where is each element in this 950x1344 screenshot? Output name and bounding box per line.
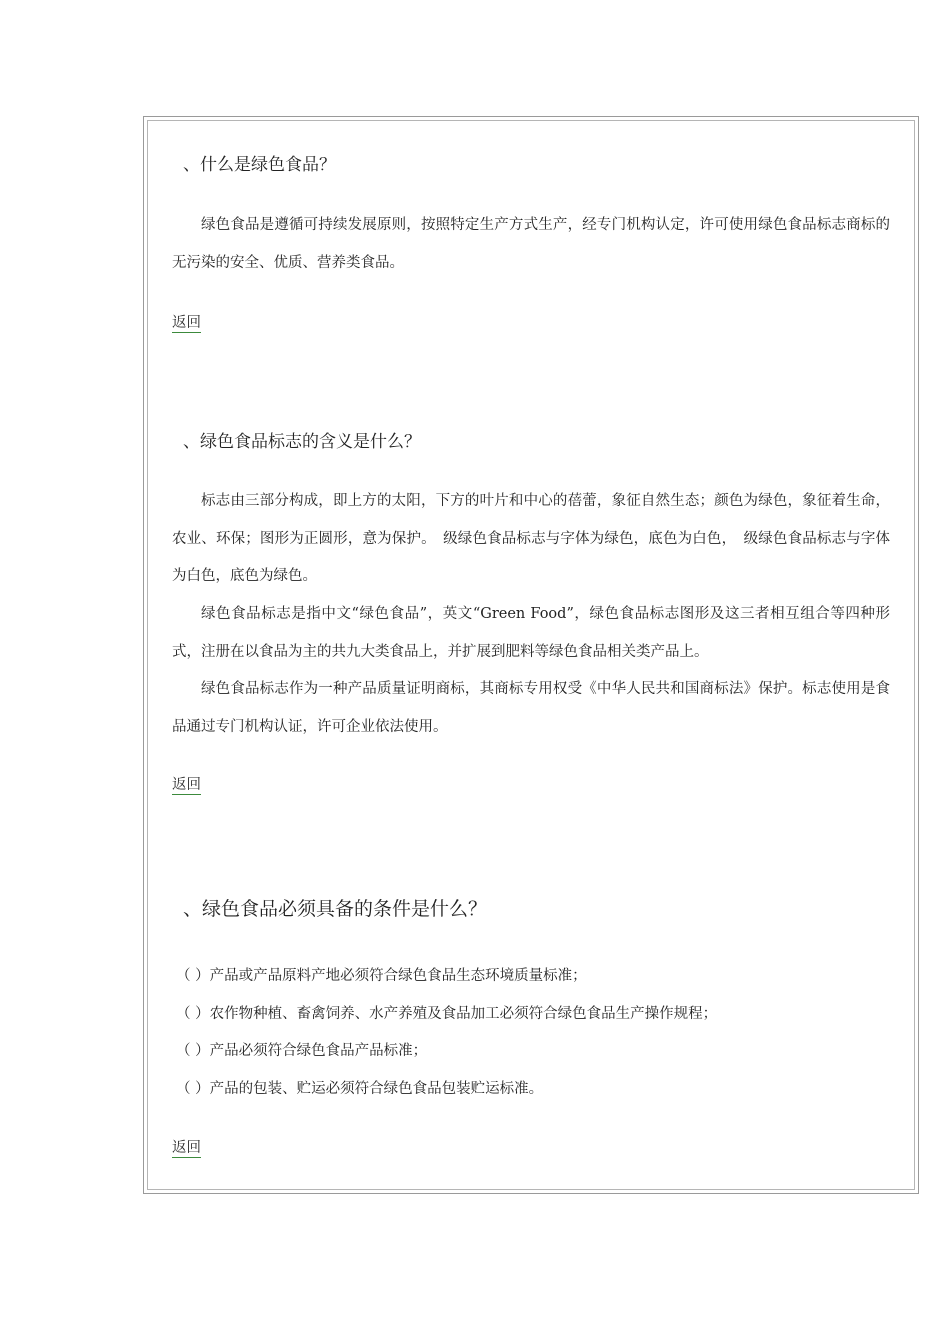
section-2-paragraph-1: 标志由三部分构成，即上方的太阳，下方的叶片和中心的蓓蕾，象征自然生态；颜色为绿色，象征着生命，农业、环保；图形为正圆形，意为保护。 级绿色食品标志与字体为绿色，底色为白色， 级绿色食品标志与字体为白色，底色为绿色。 <box>172 493 890 584</box>
section-3-heading: 、绿色食品必须具备的条件是什么？ <box>183 898 488 920</box>
condition-item-1: （ ）产品或产品原料产地必须符合绿色食品生态环境质量标准； <box>176 968 587 984</box>
section-2-paragraph-3: 绿色食品标志作为一种产品质量证明商标，其商标专用权受《中华人民共和国商标法》保护。标志使用是食品通过专门机构认证，许可企业依法使用。 <box>172 681 890 735</box>
section-2-paragraph-2: 绿色食品标志是指中文“绿色食品”，英文“Green Food”，绿色食品标志图形及这三者相互组合等四种形式，注册在以食品为主的共九大类食品上，并扩展到肥料等绿色食品相关类产品上。 <box>172 606 890 660</box>
section-2-heading: 、绿色食品标志的含义是什么？ <box>183 432 421 452</box>
condition-item-3: （ ）产品必须符合绿色食品产品标准； <box>176 1043 428 1059</box>
back-link-1[interactable]: 返回 <box>172 315 201 331</box>
section-1-heading: 、什么是绿色食品？ <box>183 155 336 175</box>
condition-item-2: （ ）农作物种植、畜禽饲养、水产养殖及食品加工必须符合绿色食品生产操作规程； <box>176 1006 718 1022</box>
condition-item-4: （ ）产品的包装、贮运必须符合绿色食品包装贮运标准。 <box>176 1081 544 1097</box>
section-1-paragraph-1: 绿色食品是遵循可持续发展原则，按照特定生产方式生产，经专门机构认定，许可使用绿色食品标志商标的无污染的安全、优质、营养类食品。 <box>172 217 890 271</box>
back-link-2[interactable]: 返回 <box>172 777 201 793</box>
back-link-3[interactable]: 返回 <box>172 1140 201 1156</box>
